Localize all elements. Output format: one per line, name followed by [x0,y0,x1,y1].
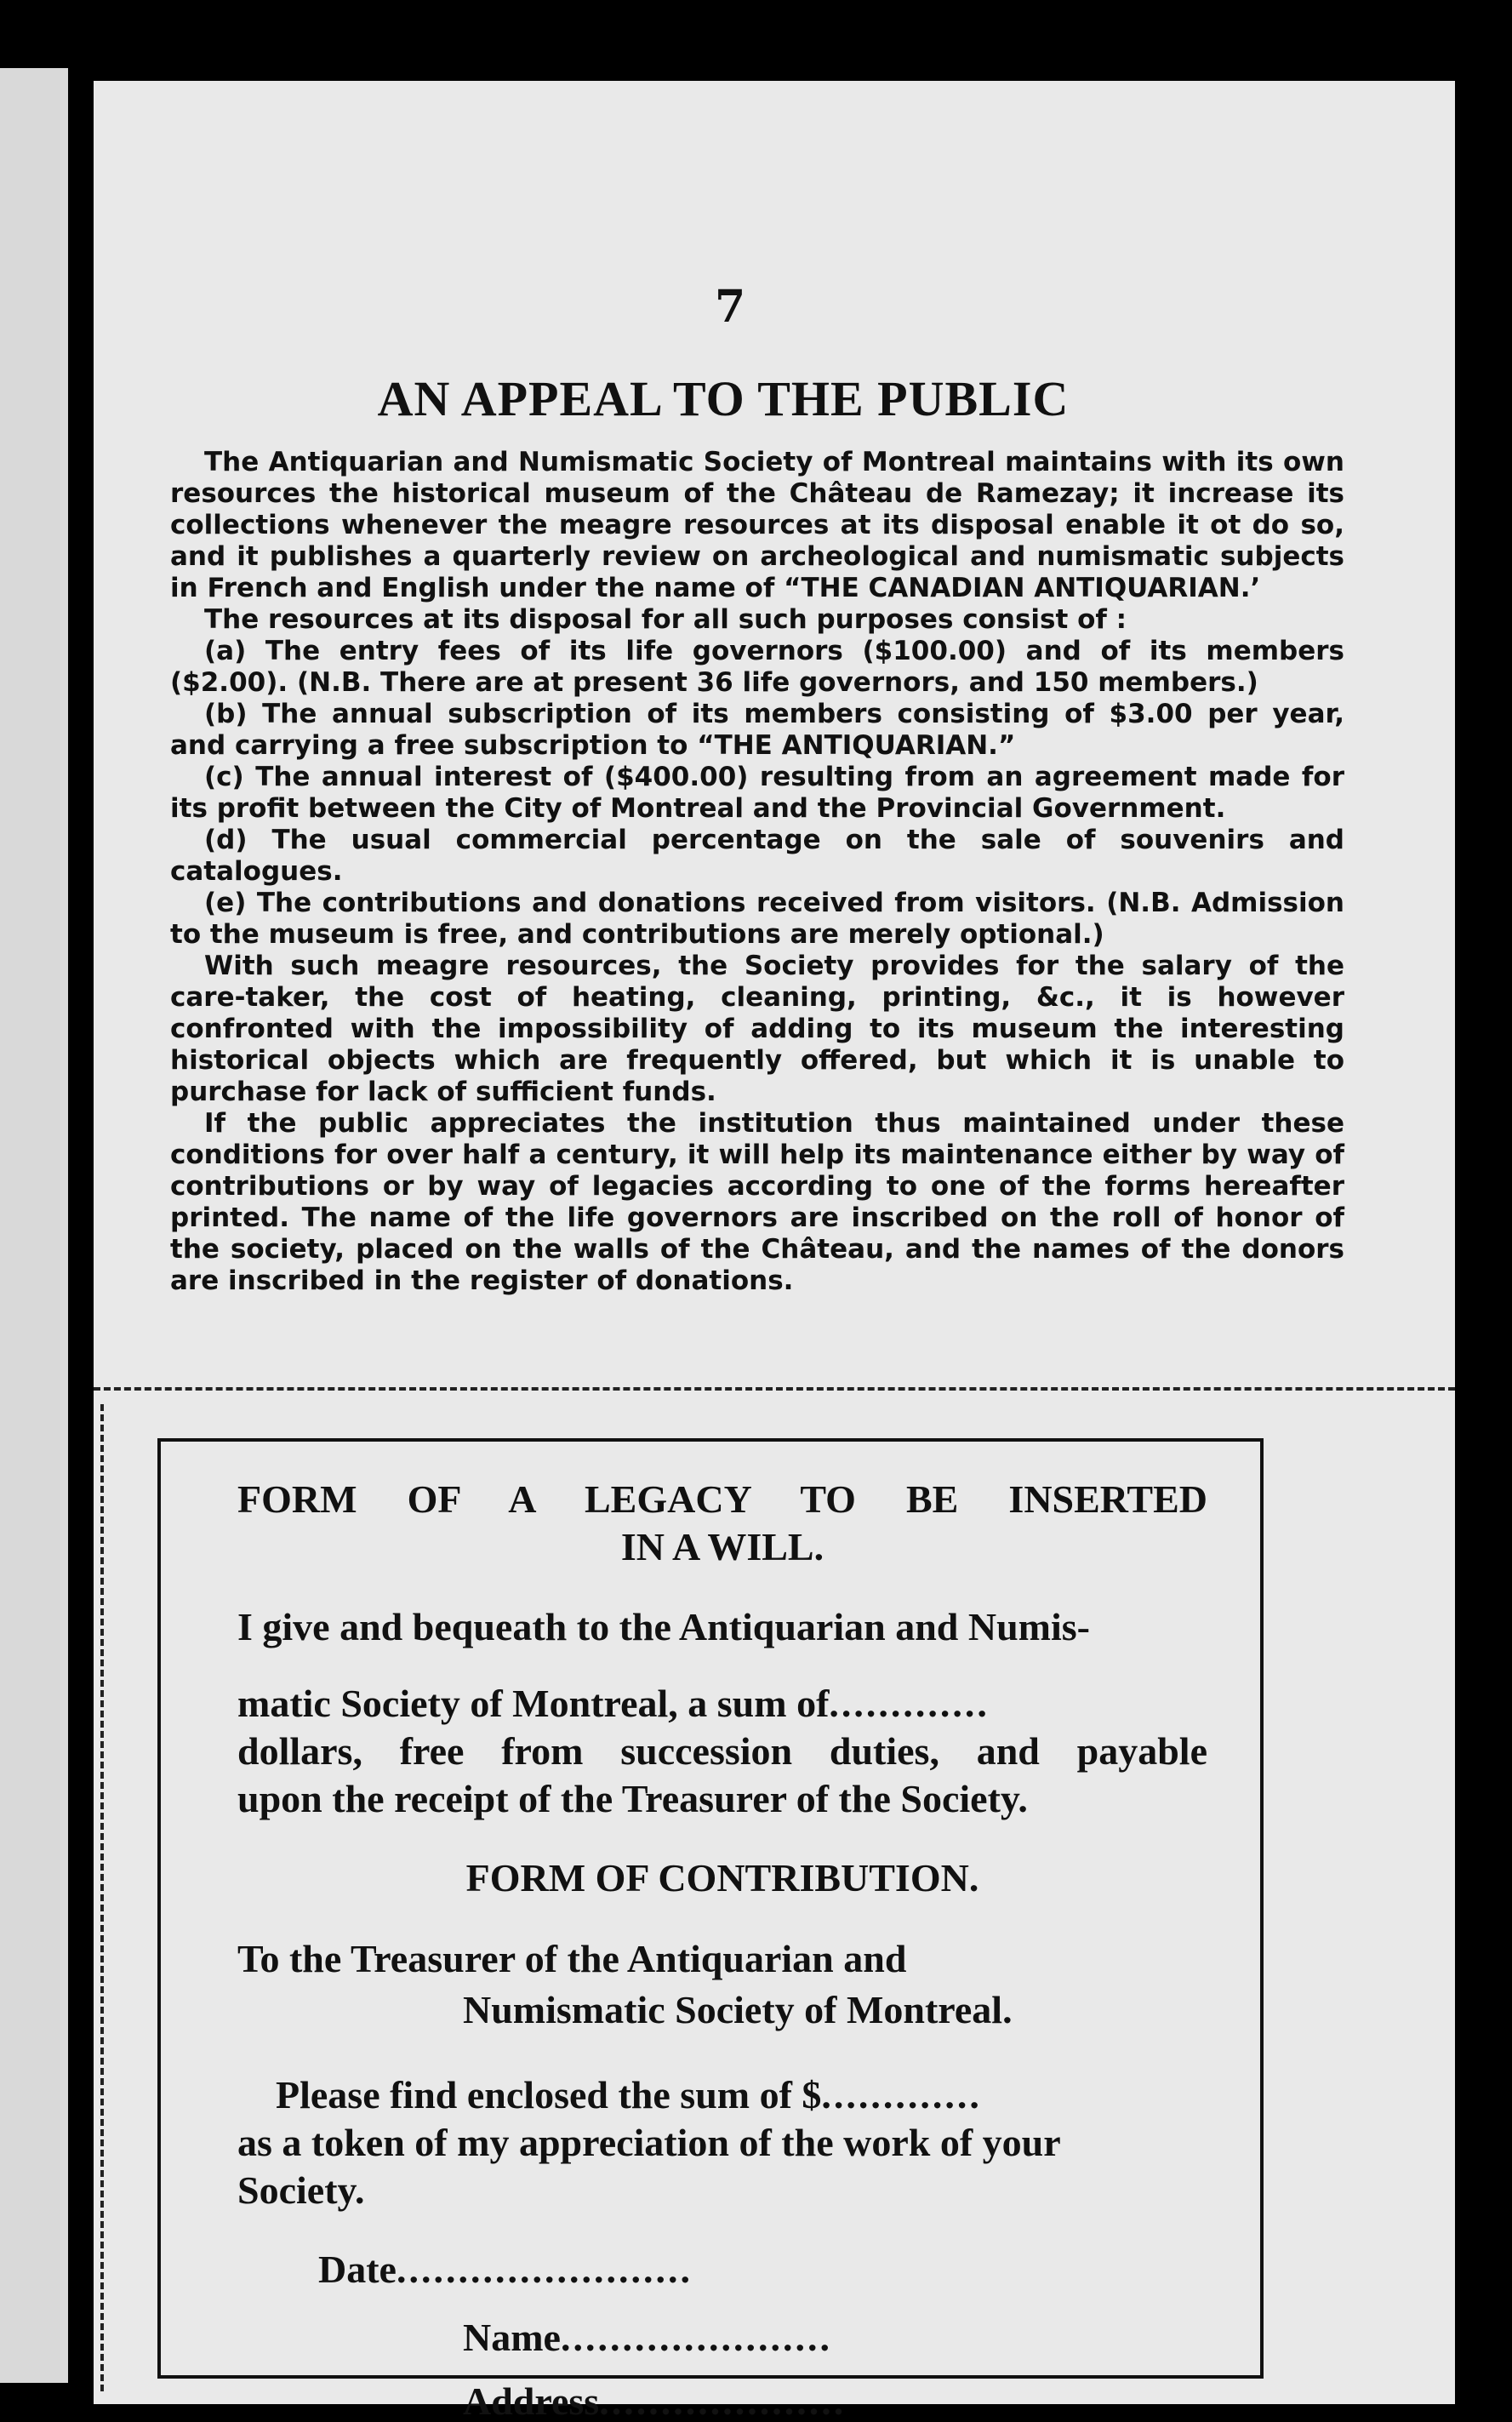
legacy-form-line [237,1680,1207,1728]
forms-box [157,1438,1264,2422]
sum-blank: ............. [829,1682,990,1725]
legacy-form-title: FORM OF A LEGACY TO BE INSERTED [237,1477,1207,1521]
document-page [94,81,1455,2422]
legacy-form-title-2: IN A WILL. [620,1525,824,1568]
legacy-form-line: dollars, free from succession duties, and payable [237,1729,1207,1773]
date-label: Date [318,2248,397,2291]
appeal-paragraph: The Antiquarian and Numismatic Society of Montreal maintains with its own resources the historical museum of the Château de Ramezay; it increase its collections whenever the meagre resources at its disposal enable it ot do so, and it publishes a quarterly review on archeological and numismatic subjects in French and English under the name of “THE CANADIAN ANTIQUARIAN.’ [170,447,1344,603]
appeal-text [170,447,1344,1297]
name-label: Name [463,2316,561,2359]
appeal-paragraph: If the public appreciates the institution thus maintained under these conditions for over half a century, it will help its maintenance either by way of contributions or by way of legacies according to one of the forms hereafter printed. The name of the life governors are inscribed on the roll of honor of the society, placed on the walls of the Château, and the names of the donors are inscribed in the register of donations. [170,1108,1344,1296]
contribution-form-text: Please find enclosed the sum of $ [276,2073,822,2116]
legacy-form-text: matic Society of Montreal, a sum of [237,1682,830,1725]
horizontal-cut-line [94,1387,1455,1391]
appeal-paragraph: (e) The contributions and donations received from visitors. (N.B. Admission to the museum is free, and contributions are merely optional.) [170,888,1344,950]
address-label: Address [463,2379,600,2422]
name-field [237,2314,1207,2362]
appeal-paragraph: (b) The annual subscription of its members consisting of $3.00 per year, and carrying a free subscription to “THE ANTIQUARIAN.” [170,699,1344,761]
contribution-form-line: Numismatic Society of Montreal. [463,1988,1013,2031]
vertical-cut-line [100,1404,104,2391]
page-gutter [68,68,94,2383]
contribution-form-line: Society. [237,2168,365,2212]
contribution-form-title: FORM OF CONTRIBUTION. [465,1856,979,1899]
contribution-form-line [237,2071,1207,2119]
contribution-form-line: as a token of my appreciation of the work of your [237,2121,1061,2164]
appeal-paragraph: (d) The usual commercial percentage on the sale of souvenirs and catalogues. [170,825,1344,887]
address-blank: .................... [599,2379,847,2422]
contribution-form-line: To the Treasurer of the Antiquarian and [237,1937,907,1980]
appeal-paragraph: The resources at its disposal for all such purposes consist of : [204,604,1127,635]
legacy-form-line: I give and bequeath to the Antiquarian and Numis- [237,1605,1090,1648]
date-blank: ........................ [396,2248,693,2291]
appeal-paragraph: With such meagre resources, the Society provides for the salary of the care-taker, the cost of heating, cleaning, printing, &c., it is however confronted with the impossibility of adding to its museum the interesting historical objects which are frequently offered, but which it is unable to purchase for lack of sufficient funds. [170,951,1344,1107]
address-field [237,2378,1207,2422]
legacy-form-line: upon the receipt of the Treasurer of the Society. [237,1777,1028,1820]
name-blank: ...................... [560,2316,832,2359]
adjacent-page-edge [0,68,68,2383]
page-number: 7 [715,281,746,333]
date-field [237,2246,1207,2293]
appeal-paragraph: (c) The annual interest of ($400.00) resulting from an agreement made for its profit between the City of Montreal and the Provincial Government. [170,762,1344,824]
appeal-paragraph: (a) The entry fees of its life governors ($100.00) and of its members ($2.00). (N.B. There are at present 36 life governors, and 150 members.) [170,636,1344,698]
page-title: AN APPEAL TO THE PUBLIC [377,371,1070,426]
amount-blank: ............. [821,2073,982,2116]
